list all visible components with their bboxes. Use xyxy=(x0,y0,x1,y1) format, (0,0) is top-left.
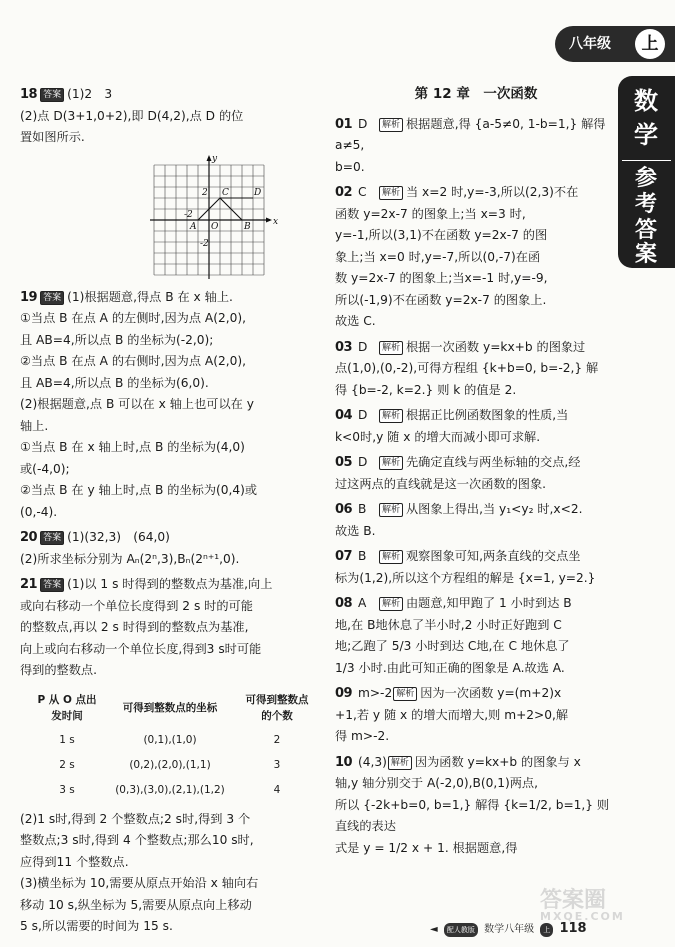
question-20 xyxy=(20,527,320,570)
analysis-line: 轴,y 轴分别交于 A(-2,0),B(0,1)两点, xyxy=(335,776,538,790)
answer-choice: D xyxy=(357,339,368,354)
tick-neg2-x: -2 xyxy=(184,209,193,220)
answer-choice: D xyxy=(357,408,368,422)
answer-07 xyxy=(335,546,617,589)
answer-06 xyxy=(335,499,617,542)
analysis-line: 因为函数 y=kx+b 的图象与 x xyxy=(414,754,581,769)
left-column xyxy=(20,84,320,942)
grade-banner xyxy=(555,26,675,62)
q21-after: (2)1 s时,得到 2 个整数点;2 s时,得到 3 个 xyxy=(20,811,251,826)
analysis-line: y=-1,所以(3,1)不在函数 y=2x-7 的图 xyxy=(335,228,548,242)
analysis-tag: 解析 xyxy=(379,550,403,564)
analysis-tag: 解析 xyxy=(388,756,412,770)
section-char-3: 答 xyxy=(634,218,657,243)
q19-line: ①当点 B 在 x 轴上时,点 B 的坐标为(4,0) xyxy=(20,440,245,454)
analysis-line: 地,在 B地休息了半小时,2 小时正好跑到 C xyxy=(335,617,562,632)
answer-02 xyxy=(335,182,617,333)
side-tab xyxy=(618,76,675,268)
analysis-tag: 解析 xyxy=(393,687,417,701)
q19-line: ②当点 B 在 y 轴上时,点 B 的坐标为(0,4)或 xyxy=(20,483,258,497)
analysis-line: 观察图象可知,两条直线的交点坐 xyxy=(405,549,581,563)
analysis-line: k<0时,y 随 x 的增大而减小即可求解. xyxy=(335,429,541,444)
analysis-line: 得 {b=-2, k=2.} 则 k 的值是 2. xyxy=(335,382,517,397)
answer-tag: 答案 xyxy=(40,88,64,102)
q18-line2: (2)点 D(3+1,0+2),即 D(4,2),点 D 的位 xyxy=(20,108,244,123)
analysis-line: 得 m>-2. xyxy=(335,729,390,743)
q19-line: 且 AB=4,所以点 B 的坐标为(-2,0); xyxy=(20,332,214,347)
analysis-tag: 解析 xyxy=(379,456,403,470)
table-header: P 从 O 点出发时间 xyxy=(37,693,97,722)
question-number: 21 xyxy=(20,577,38,592)
watermark-big: 答案圈 xyxy=(540,888,607,913)
analysis-line: 标为(1,2),所以这个方程组的解是 {x=1, y=2.} xyxy=(335,570,596,585)
analysis-tag: 解析 xyxy=(379,186,403,200)
analysis-line: 数 y=2x-7 的图象上;当x=-1 时,y=-9, xyxy=(335,271,548,285)
q19-line: (2)根据题意,点 B 可以在 x 轴上也可以在 y xyxy=(20,397,254,411)
question-number: 09 xyxy=(335,686,353,701)
watermark xyxy=(540,890,670,940)
q21-line: 或向右移动一个单位长度得到 2 s 时的可能 xyxy=(20,598,253,613)
q21-after: 移动 10 s,纵坐标为 5,需要从原点向上移动 xyxy=(20,897,252,912)
chapter-title: 第 12 章 一次函数 xyxy=(414,86,538,102)
analysis-line: 故选 C. xyxy=(335,314,376,328)
right-column xyxy=(335,84,617,863)
question-number: 20 xyxy=(20,530,38,545)
answer-03 xyxy=(335,337,617,402)
q19-line: ②当点 B 在点 A 的右侧时,因为点 A(2,0), xyxy=(20,354,247,368)
analysis-line: 式是 y = 1/2 x + 1. 根据题意,得 xyxy=(335,840,518,855)
point-a-label: A xyxy=(190,221,197,232)
q18-line3: 置如图所示. xyxy=(20,130,85,144)
table-cell: (0,1),(1,0) xyxy=(143,733,197,746)
analysis-tag: 解析 xyxy=(379,597,403,611)
question-number: 19 xyxy=(20,289,38,305)
answer-10 xyxy=(335,752,617,860)
analysis-line: 所以(-1,9)不在函数 y=2x-7 的图象上. xyxy=(335,292,547,307)
analysis-line: 点(1,0),(0,-2),可得方程组 {k+b=0, b=-2,} 解 xyxy=(335,361,599,375)
watermark-small: MXQE.COM xyxy=(540,909,625,923)
point-d-label: D xyxy=(254,187,262,198)
subject-char-2: 学 xyxy=(634,121,658,149)
analysis-line: 根据一次函数 y=kx+b 的图象过 xyxy=(405,339,586,354)
subject-char-1: 数 xyxy=(634,87,658,115)
q19-line: ①当点 B 在点 A 的左侧时,因为点 A(2,0), xyxy=(20,311,247,325)
section-char-4: 案 xyxy=(634,242,657,267)
q21-after: (3)横坐标为 10,需要从原点开始沿 x 轴向右 xyxy=(20,876,259,890)
q19-line: (0,-4). xyxy=(20,504,58,519)
question-number: 08 xyxy=(335,596,353,611)
q19-line: 轴上. xyxy=(20,418,49,433)
analysis-line: 过这两点的直线就是这一次函数的图象. xyxy=(335,476,547,491)
analysis-line: 故选 B. xyxy=(335,523,376,538)
answer-08 xyxy=(335,593,617,679)
table-row xyxy=(30,753,318,778)
q19-line: 且 AB=4,所以点 B 的坐标为(6,0). xyxy=(20,375,209,390)
question-number: 07 xyxy=(335,549,353,564)
analysis-line: 先确定直线与两坐标轴的交点,经 xyxy=(405,455,581,469)
grade-label: 八年级 xyxy=(569,36,611,52)
analysis-line: +1,若 y 随 x 的增大而增大,则 m+2>0,解 xyxy=(335,707,569,722)
tab-divider xyxy=(622,160,671,161)
analysis-tag: 解析 xyxy=(379,503,403,517)
analysis-line: 由题意,知甲跑了 1 小时到达 B xyxy=(405,596,572,610)
question-number: 05 xyxy=(335,455,353,470)
answer-choice: B xyxy=(357,549,367,563)
edition-badge: 配人教版 xyxy=(444,923,478,937)
table-cell: 1 s xyxy=(59,733,75,746)
answer-tag: 答案 xyxy=(40,291,64,305)
tick-neg2-y: -2 xyxy=(200,238,209,249)
analysis-tag: 解析 xyxy=(379,118,403,132)
question-number: 10 xyxy=(335,754,353,770)
table-header: 可得到整数点的个数 xyxy=(245,693,309,722)
footer-text: 数学八年级 xyxy=(484,924,535,935)
analysis-line: 当 x=2 时,y=-3,所以(2,3)不在 xyxy=(405,185,579,199)
answer-choice: C xyxy=(357,185,367,199)
table-cell: (0,2),(2,0),(1,1) xyxy=(129,758,211,771)
analysis-line: 1/3 小时.由此可知正确的图象是 A.故选 A. xyxy=(335,660,565,675)
table-row xyxy=(30,778,318,803)
answer-01 xyxy=(335,114,617,179)
question-18 xyxy=(20,84,320,149)
page-number: 118 xyxy=(559,921,587,936)
answer-tag: 答案 xyxy=(40,531,64,545)
arrow-left-icon: ◄ xyxy=(430,924,438,935)
table-cell: 4 xyxy=(273,783,281,796)
answer-choice: m>-2 xyxy=(357,686,393,700)
answer-choice: B xyxy=(357,502,367,516)
answer-04 xyxy=(335,405,617,448)
analysis-line: 根据正比例函数图象的性质,当 xyxy=(405,408,569,422)
axis-x-label: x xyxy=(273,216,279,227)
q21-line: 的整数点,再以 2 s 时得到的整数点为基准, xyxy=(20,620,249,634)
q19-line: 或(-4,0); xyxy=(20,461,70,476)
analysis-line: 所以 {-2k+b=0, b=1,} 解得 {k=1/2, b=1,} 则直线的表达 xyxy=(335,797,610,833)
table-cell: 2 xyxy=(273,733,281,746)
answer-tag: 答案 xyxy=(40,578,64,592)
table-cell: 2 s xyxy=(59,758,75,771)
answer-09 xyxy=(335,683,617,748)
analysis-line: 因为一次函数 y=(m+2)x xyxy=(420,686,562,700)
question-19 xyxy=(20,287,320,524)
table-cell: 3 s xyxy=(59,783,75,796)
question-number: 04 xyxy=(335,408,353,423)
q21-after: 应得到11 个整数点. xyxy=(20,854,129,869)
coordinate-grid-figure xyxy=(20,153,320,283)
answer-choice: (4,3) xyxy=(357,754,387,769)
analysis-line: 函数 y=2x-7 的图象上;当 x=3 时, xyxy=(335,206,526,221)
origin-label: O xyxy=(211,221,219,232)
question-number: 06 xyxy=(335,502,353,517)
term-badge: 上 xyxy=(635,29,665,59)
q20-line2: (2)所求坐标分别为 Aₙ(2ⁿ,3),Bₙ(2ⁿ⁺¹,0). xyxy=(20,551,240,566)
axis-y-label: y xyxy=(212,153,218,164)
table-row xyxy=(30,728,318,753)
q18-line1: (1)2 3 xyxy=(67,87,113,101)
answer-choice: D xyxy=(357,455,368,469)
analysis-line: 象上;当 x=0 时,y=-7,所以(0,-7)在函 xyxy=(335,249,541,264)
point-b-label: B xyxy=(244,221,251,232)
answer-05 xyxy=(335,452,617,495)
section-char-2: 考 xyxy=(634,192,657,217)
analysis-tag: 解析 xyxy=(379,341,403,355)
analysis-line: 地;乙跑了 5/3 小时到达 C地,在 C 地休息了 xyxy=(335,639,570,653)
answer-choice: D xyxy=(357,116,368,131)
question-number: 18 xyxy=(20,87,38,102)
question-number: 01 xyxy=(335,116,353,132)
analysis-tag: 解析 xyxy=(379,409,403,423)
tick-2-y: 2 xyxy=(202,187,208,198)
q21-line: 得到的整数点. xyxy=(20,663,97,677)
q21-after: 5 s,所以需要的时间为 15 s. xyxy=(20,919,173,933)
table-header: 可得到整数点的坐标 xyxy=(122,701,218,714)
table-cell: 3 xyxy=(273,758,281,771)
question-21 xyxy=(20,574,320,938)
integer-points-table xyxy=(30,688,318,803)
question-number: 03 xyxy=(335,339,353,355)
q20-line1: (1)(32,3) (64,0) xyxy=(67,530,170,544)
table-cell: (0,3),(3,0),(2,1),(1,2) xyxy=(115,783,225,796)
section-char-1: 参 xyxy=(634,166,657,191)
q21-after: 整数点;3 s时,得到 4 个整数点;那么10 s时, xyxy=(20,833,254,847)
q21-line: 向上或向右移动一个单位长度,得到3 s时可能 xyxy=(20,641,262,656)
analysis-line: 根据题意,得 {a-5≠0, 1-b=1,} 解得 a≠5, xyxy=(335,116,606,152)
analysis-line: 从图象上得出,当 y₁<y₂ 时,x<2. xyxy=(405,502,583,516)
q19-line: (1)根据题意,得点 B 在 x 轴上. xyxy=(67,289,233,304)
analysis-line: b=0. xyxy=(335,159,365,174)
point-c-label: C xyxy=(222,187,229,198)
footer-term-badge: 上 xyxy=(540,923,553,937)
answer-choice: A xyxy=(357,596,367,610)
q21-line: (1)以 1 s 时得到的整数点为基准,向上 xyxy=(67,577,273,591)
question-number: 02 xyxy=(335,185,353,200)
